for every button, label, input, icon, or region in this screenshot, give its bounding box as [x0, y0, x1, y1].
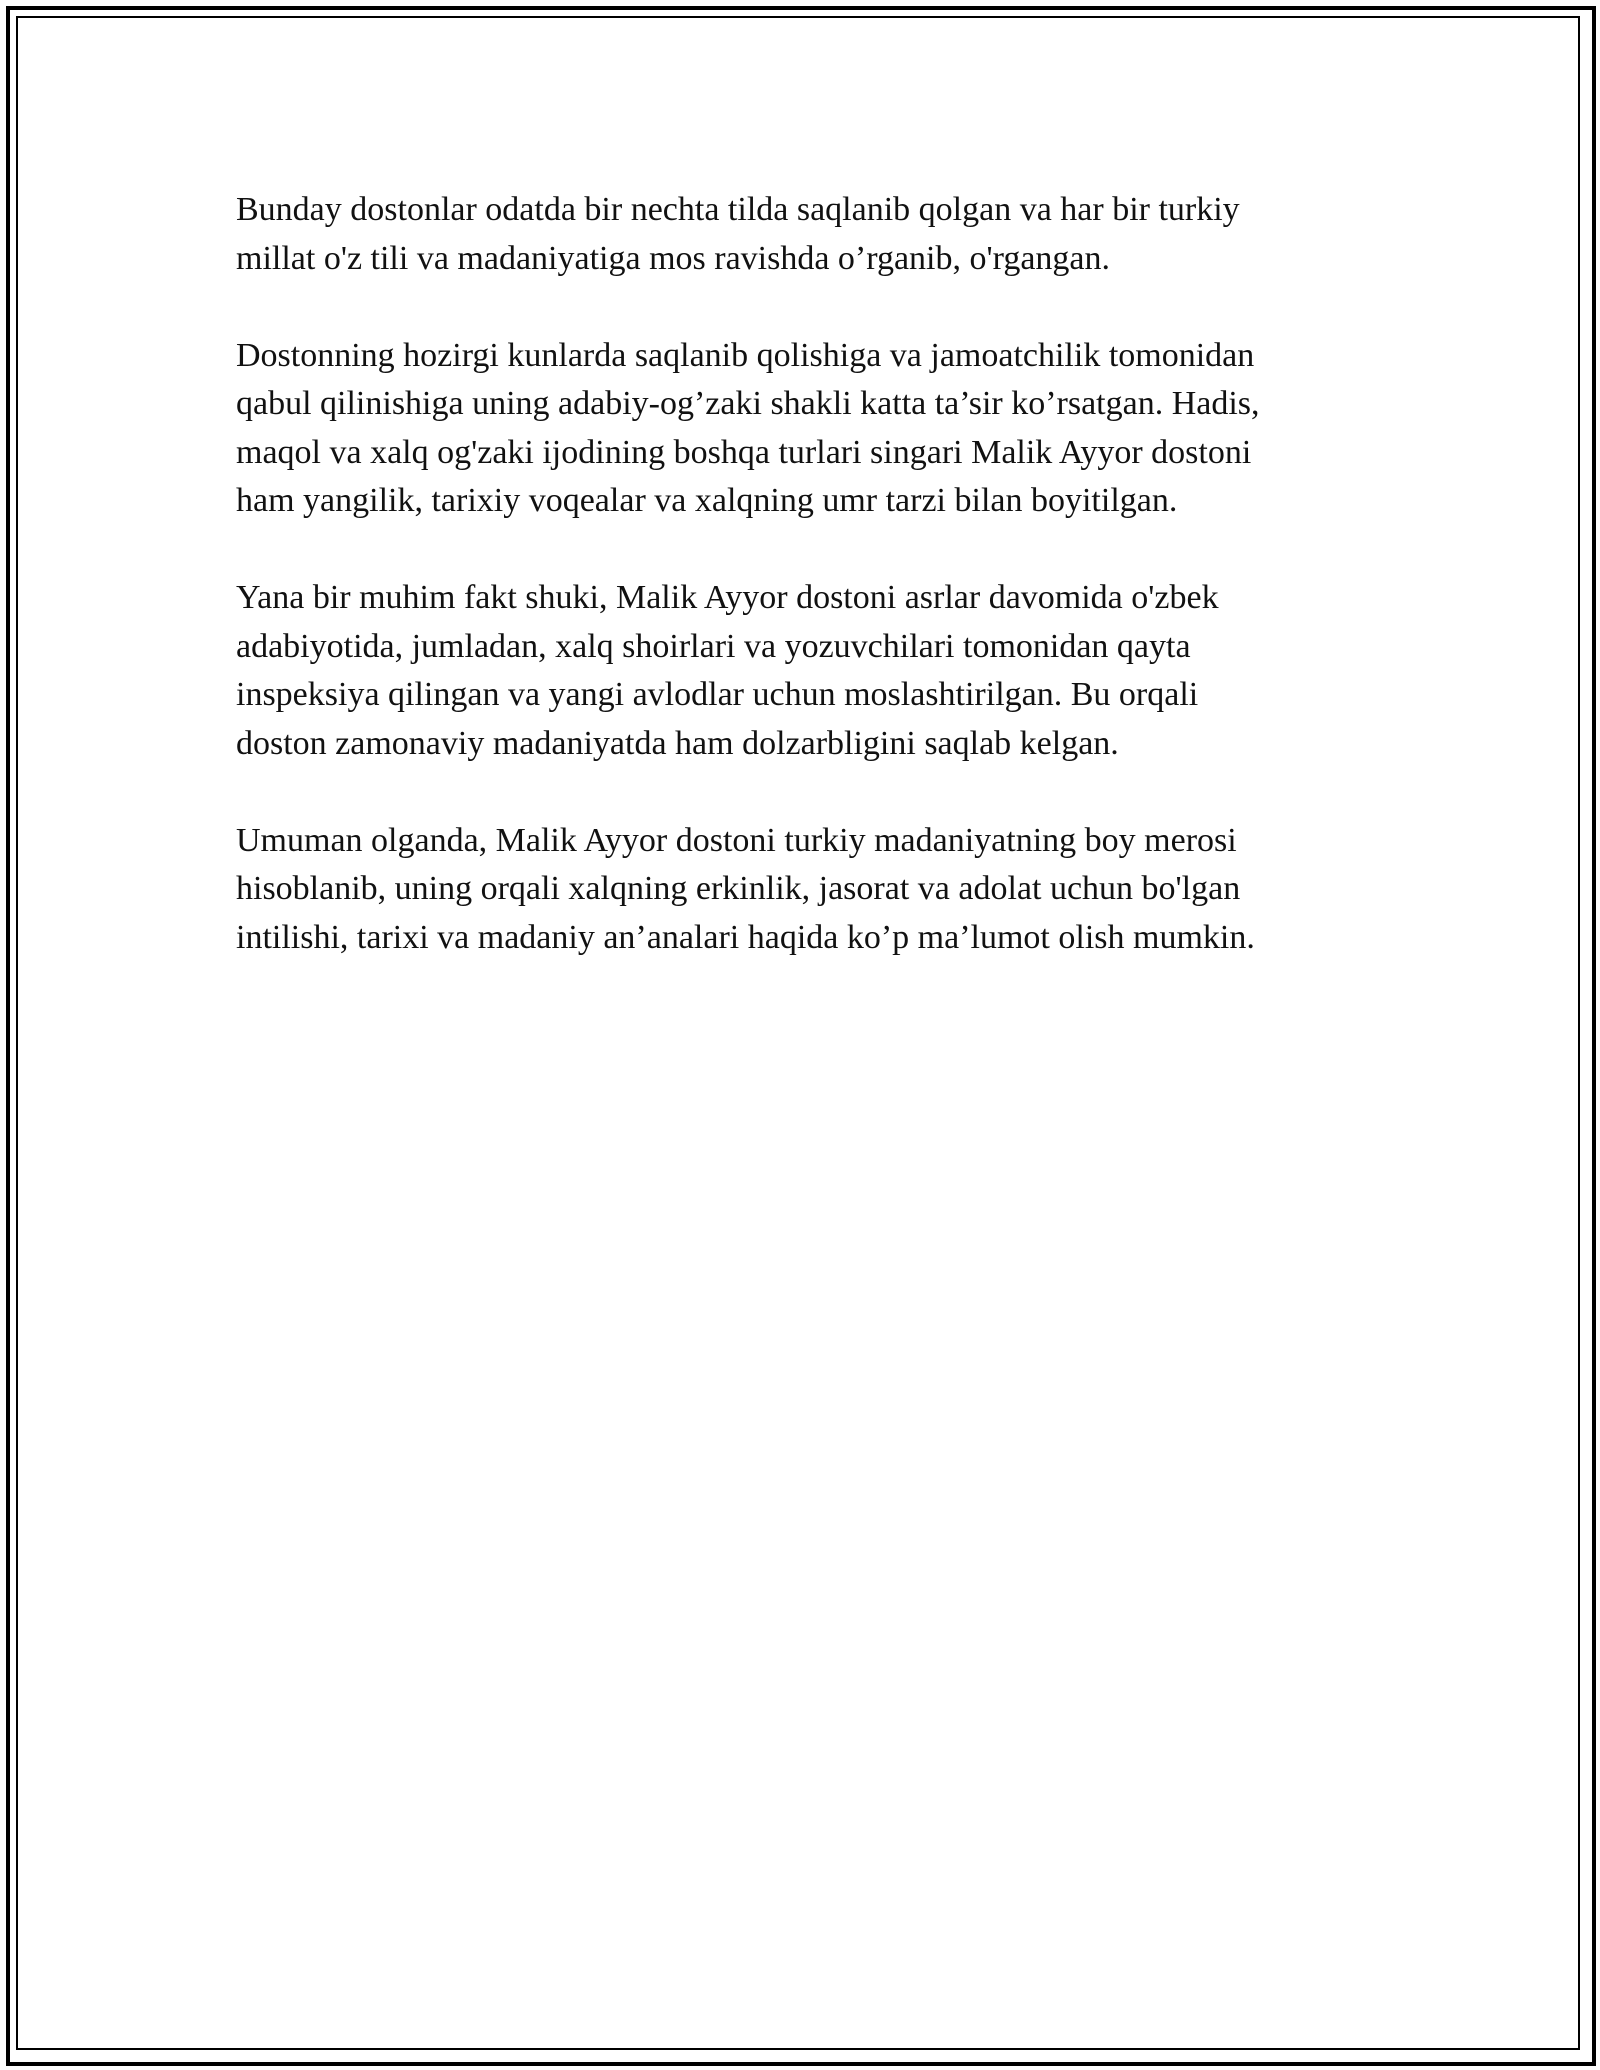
document-body	[236, 186, 1366, 1011]
paragraph-4: Umuman olganda, Malik Ayyor dostoni turkiy madaniyatning boy merosi hisoblanib, uning orqali xalqning erkinlik, jasorat va adolat uchun bo'lgan intilishi, tarixi va madaniy an’analari haqida ko’p ma’lumot olish mumkin.	[236, 821, 1255, 956]
paragraph-2: Dostonning hozirgi kunlarda saqlanib qolishiga va jamoatchilik tomonidan qabul qilinishiga uning adabiy-og’zaki shakli katta ta’sir ko’rsatgan. Hadis, maqol va xalq og'zaki ijodining boshqa turlari singari Malik Ayyor dostoni ham yangilik, tarixiy voqealar va xalqning umr tarzi bilan boyitilgan.	[236, 336, 1260, 519]
paragraph-3: Yana bir muhim fakt shuki, Malik Ayyor dostoni asrlar davomida o'zbek adabiyotida, jumladan, xalq shoirlari va yozuvchilari tomonidan qayta inspeksiya qilingan va yangi avlodlar uchun moslashtirilgan. Bu orqali doston zamonaviy madaniyatda ham dolzarbligini saqlab kelgan.	[236, 579, 1219, 762]
paragraph-1: Bunday dostonlar odatda bir nechta tilda saqlanib qolgan va har bir turkiy millat o'z tili va madaniyatiga mos ravishda o’rganib, o'rgangan.	[236, 191, 1240, 277]
